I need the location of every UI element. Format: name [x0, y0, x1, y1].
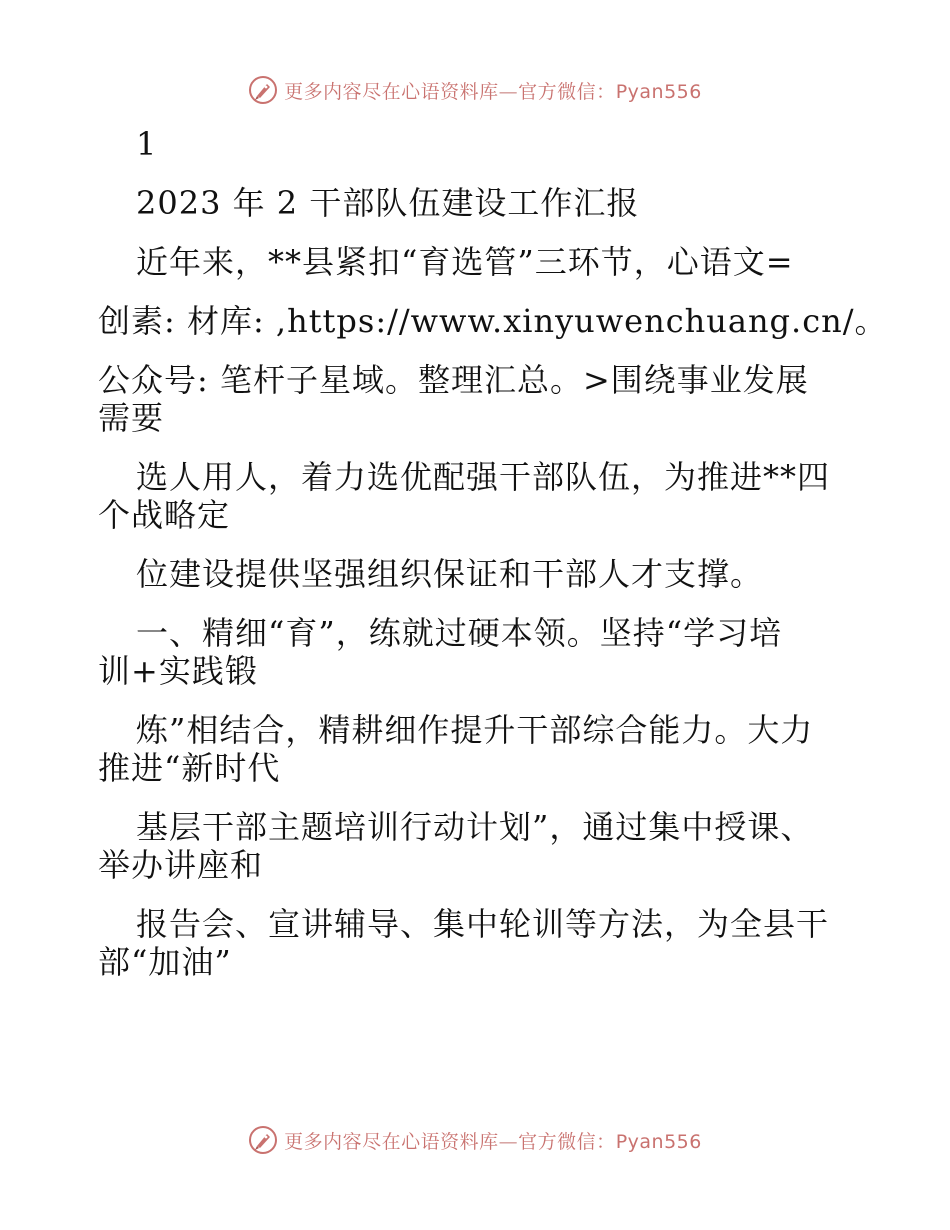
watermark-wechat-label: 官方微信：: [518, 80, 616, 103]
watermark-wechat-id: Pyan556: [615, 1130, 702, 1153]
document-body: [98, 125, 888, 1002]
section-heading-line: 一、精细“育”，练就过硬本领。坚持“学习培: [136, 614, 783, 652]
paragraph-line: 需要: [98, 399, 165, 437]
paragraph-line: 创素: 材库: ,https://www.xinyuwenchuang.cn/。: [98, 302, 888, 340]
page-number: 1: [136, 125, 158, 163]
watermark-text: [284, 1127, 702, 1154]
paragraph-line: 位建设提供坚强组织保证和干部人才支撑。: [136, 555, 764, 593]
paragraph-line: 报告会、宣讲辅导、集中轮训等方法，为全县干: [136, 905, 830, 943]
paragraph-line: 举办讲座和: [98, 846, 264, 884]
watermark-main: 更多内容尽在心语资料库: [284, 1130, 499, 1153]
paragraph-line: 公众号: 笔杆子星域。整理汇总。>围绕事业发展: [98, 361, 809, 399]
paragraph-line: 炼”相结合，精耕细作提升干部综合能力。大力: [136, 711, 814, 749]
header-watermark-banner: [0, 70, 950, 110]
document-title: 2023 年 2 干部队伍建设工作汇报: [136, 184, 640, 222]
watermark-text: [284, 77, 702, 104]
watermark-separator: —: [498, 1130, 519, 1153]
paragraph-line: 推进“新时代: [98, 749, 281, 787]
watermark-main: 更多内容尽在心语资料库: [284, 80, 499, 103]
watermark-wechat-id: Pyan556: [615, 80, 702, 103]
watermark-wechat-label: 官方微信：: [518, 1130, 616, 1153]
paragraph-line: 基层干部主题培训行动计划”，通过集中授课、: [136, 808, 814, 846]
watermark-separator: —: [498, 80, 519, 103]
footer-watermark-banner: [0, 1120, 950, 1160]
paragraph-line: 近年来，**县紧扣“育选管”三环节，心语文=: [136, 243, 794, 281]
paragraph-line: 部“加油”: [98, 943, 232, 981]
pen-nib-logo-icon: [248, 75, 278, 105]
paragraph-line: 选人用人，着力选优配强干部队伍，为推进**四: [136, 458, 831, 496]
pen-nib-logo-icon: [248, 1125, 278, 1155]
paragraph-line: 训+实践锻: [98, 652, 258, 690]
paragraph-line: 个战略定: [98, 496, 231, 534]
